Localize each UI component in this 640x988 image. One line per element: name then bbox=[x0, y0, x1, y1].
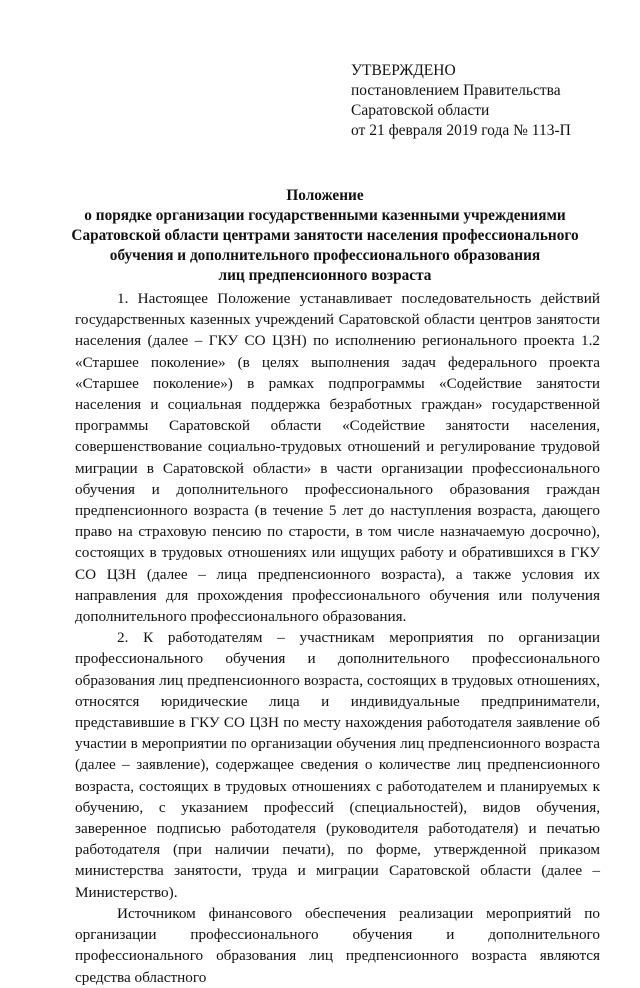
approved-date: от 21 февраля 2019 года № 113-П bbox=[351, 122, 571, 139]
approved-label: УТВЕРЖДЕНО bbox=[351, 62, 456, 79]
title-line-5: лиц предпенсионного возраста bbox=[218, 267, 432, 284]
approved-by: постановлением Правительства bbox=[351, 82, 561, 99]
approval-stamp bbox=[351, 61, 611, 141]
title-line-3: Саратовской области центрами занятости населения профессионального bbox=[71, 227, 579, 244]
approved-region: Саратовской области bbox=[351, 102, 490, 119]
title-line-4: обучения и дополнительного профессионального образования bbox=[109, 247, 541, 264]
paragraph-1: 1. Настоящее Положение устанавливает последовательность действий государственных казенных учреждений Саратовской области центров занятости населения (далее – ГКУ СО ЦЗН) по исполнению регионального проекта 1.2 «Старшее поколение» (в целях выполнения задач федерального проекта «Старшее поколение») в рамках подпрограммы «Содействие занятости населения и социальная поддержка безработных граждан» государственной программы Саратовской области «Содействие занятости населения, совершенствование социально-трудовых отношений и регулирование трудовой миграции в Саратовской области» в части организации профессионального обучения и дополнительного профессионального образования граждан предпенсионного возраста (в течение 5 лет до наступления возраста, дающего право на страховую пенсию по старости, в том числе назначаемую досрочно), состоящих в трудовых отношениях или ищущих работу и обратившихся в ГКУ СО ЦЗН (далее – лица предпенсионного возраста), а также условия их направления для прохождения профессионального обучения или получения дополнительного профессионального образования. bbox=[75, 290, 600, 626]
paragraph-3: Источником финансового обеспечения реализации мероприятий по организации профессионального обучения и дополнительного профессионального образования лиц предпенсионного возраста являются средства областного bbox=[75, 904, 600, 986]
title-line-1: Положение bbox=[286, 187, 364, 204]
document-title bbox=[60, 186, 590, 286]
paragraph-2: 2. К работодателям – участникам мероприятия по организации профессионального обучения и дополнительного профессионального образования лиц предпенсионного возраста, состоящих в трудовых отношениях, относятся юридические лица и индивидуальные предприниматели, представившие в ГКУ СО ЦЗН по месту нахождения работодателя заявление об участии в мероприятии по организации обучения лиц предпенсионного возраста (далее – заявление), содержащее сведения о количестве лиц предпенсионного возраста, состоящих в трудовых отношениях с работодателем и планируемых к обучению, с указанием профессий (специальностей), видов обучения, заверенное подписью работодателя (руководителя работодателя) и печатью работодателя (при наличии печати), по форме, утвержденной приказом министерства занятости, труда и миграции Саратовской области (далее – Министерство). bbox=[75, 629, 600, 901]
title-line-2: о порядке организации государственными казенными учреждениями bbox=[84, 207, 566, 224]
document-body bbox=[75, 288, 600, 988]
